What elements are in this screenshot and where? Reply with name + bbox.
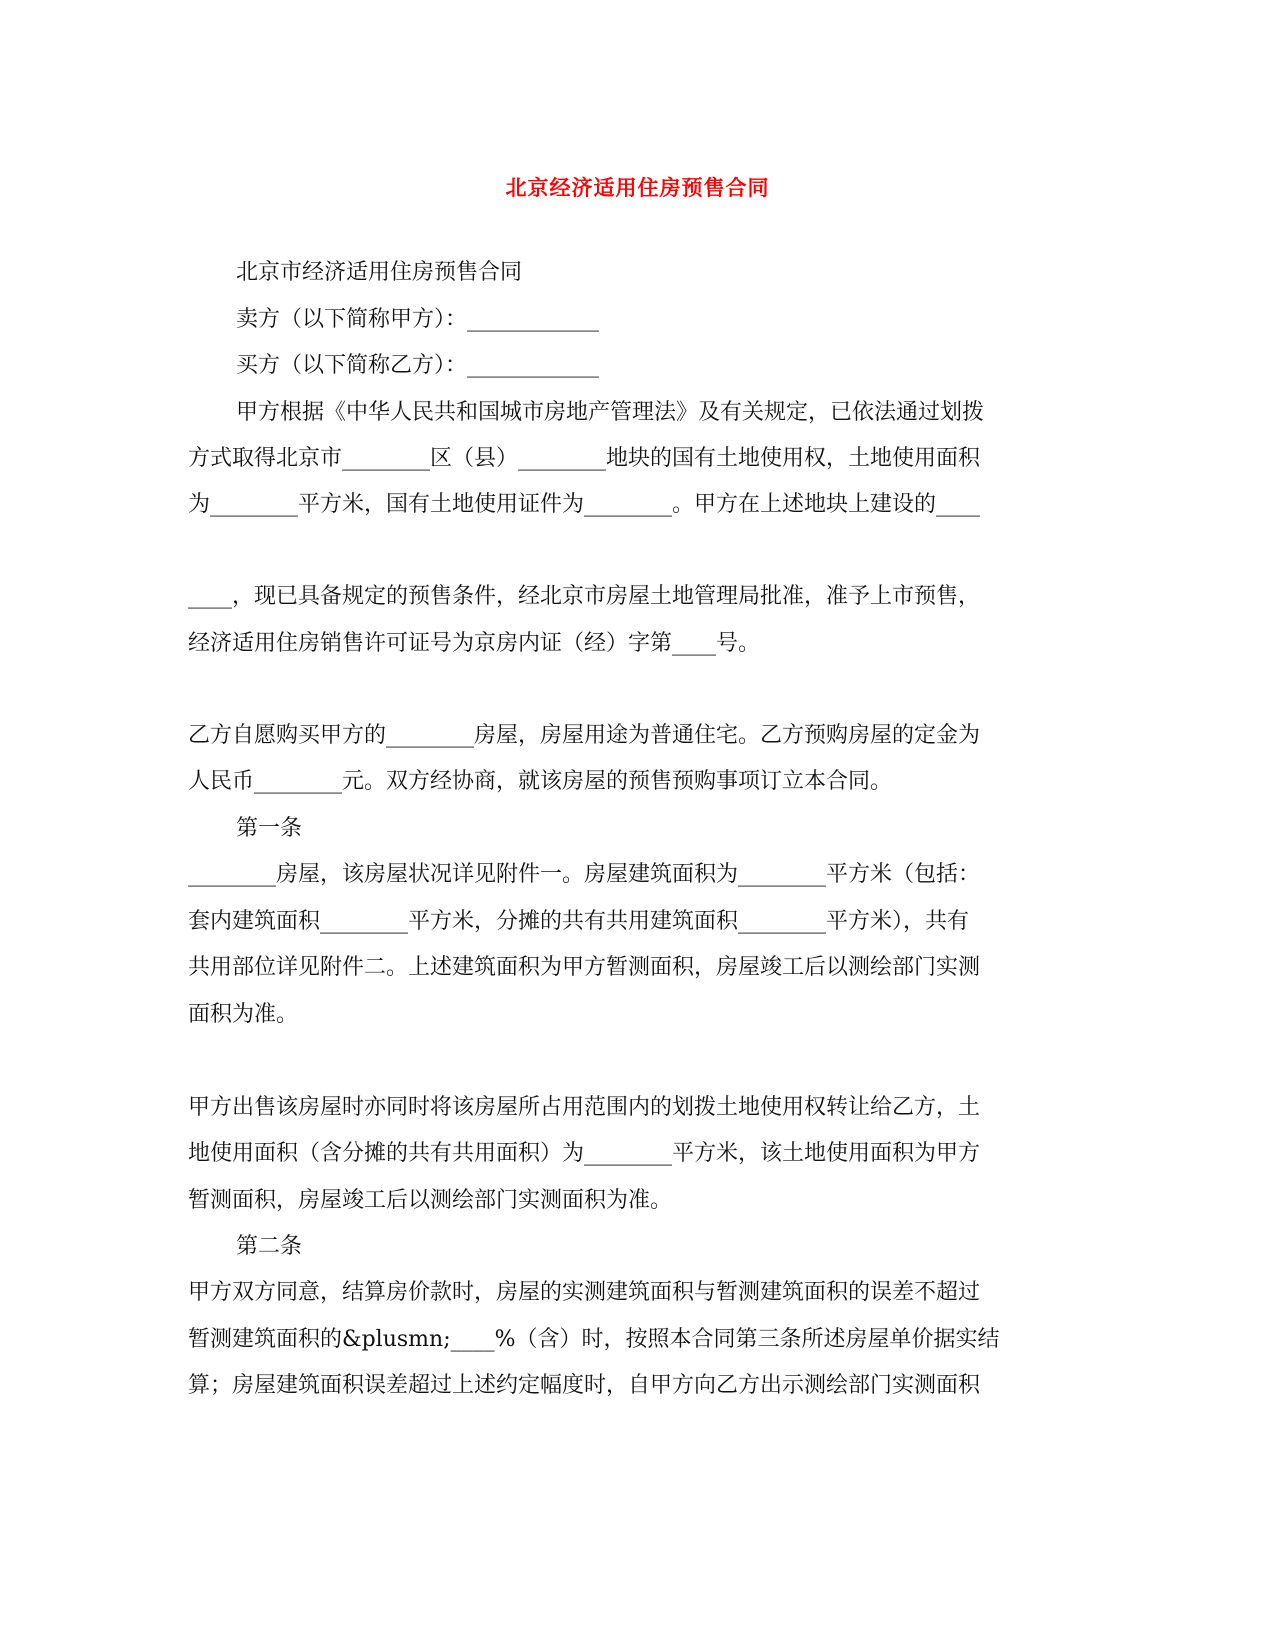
paragraph-line: 方式取得北京市________区（县）________地块的国有土地使用权，土地使用面积 (188, 446, 981, 471)
contract-heading: 北京市经济适用住房预售合同 (236, 260, 523, 285)
article-heading: 第二条 (236, 1234, 303, 1259)
paragraph-line: 经济适用住房销售许可证号为京房内证（经）字第____号。 (188, 631, 761, 656)
paragraph-line: 暂测面积，房屋竣工后以测绘部门实测面积为准。 (188, 1188, 673, 1213)
paragraph-line: 算；房屋建筑面积误差超过上述约定幅度时，自甲方向乙方出示测绘部门实测面积 (188, 1373, 981, 1398)
article-heading: 第一条 (236, 816, 303, 841)
paragraph-line: 乙方自愿购买甲方的________房屋，房屋用途为普通住宅。乙方预购房屋的定金为 (188, 723, 981, 748)
paragraph-line: ________房屋，该房屋状况详见附件一。房屋建筑面积为________平方米（包括： (188, 862, 981, 887)
seller-line: 卖方（以下简称甲方）：____________ (236, 307, 600, 332)
paragraph-line: 甲方双方同意，结算房价款时，房屋的实测建筑面积与暂测建筑面积的误差不超过 (188, 1280, 981, 1305)
paragraph-line: 面积为准。 (188, 1002, 299, 1027)
paragraph-line: ____，现已具备规定的预售条件，经北京市房屋土地管理局批准，准予上市预售， (188, 584, 981, 609)
paragraph-line: 地使用面积（含分摊的共有共用面积）为________平方米，该土地使用面积为甲方 (188, 1141, 981, 1166)
paragraph-line: 暂测建筑面积的&plusmn;____%（含）时，按照本合同第三条所述房屋单价据实结 (188, 1327, 1000, 1352)
paragraph-line: 共用部位详见附件二。上述建筑面积为甲方暂测面积，房屋竣工后以测绘部门实测 (188, 955, 981, 980)
buyer-line: 买方（以下简称乙方）：____________ (236, 353, 600, 378)
paragraph-line: 人民币________元。双方经协商，就该房屋的预售预购事项订立本合同。 (188, 769, 893, 794)
document-title: 北京经济适用住房预售合同 (505, 175, 770, 200)
paragraph-line: 为________平方米，国有土地使用证件为________。甲方在上述地块上建设的____ (188, 492, 981, 517)
paragraph-line: 甲方出售该房屋时亦同时将该房屋所占用范围内的划拨土地使用权转让给乙方，土 (188, 1095, 981, 1120)
paragraph-line: 甲方根据《中华人民共和国城市房地产管理法》及有关规定，已依法通过划拨 (236, 400, 985, 425)
paragraph-line: 套内建筑面积________平方米，分摊的共有共用建筑面积________平方米），共有 (188, 909, 970, 934)
